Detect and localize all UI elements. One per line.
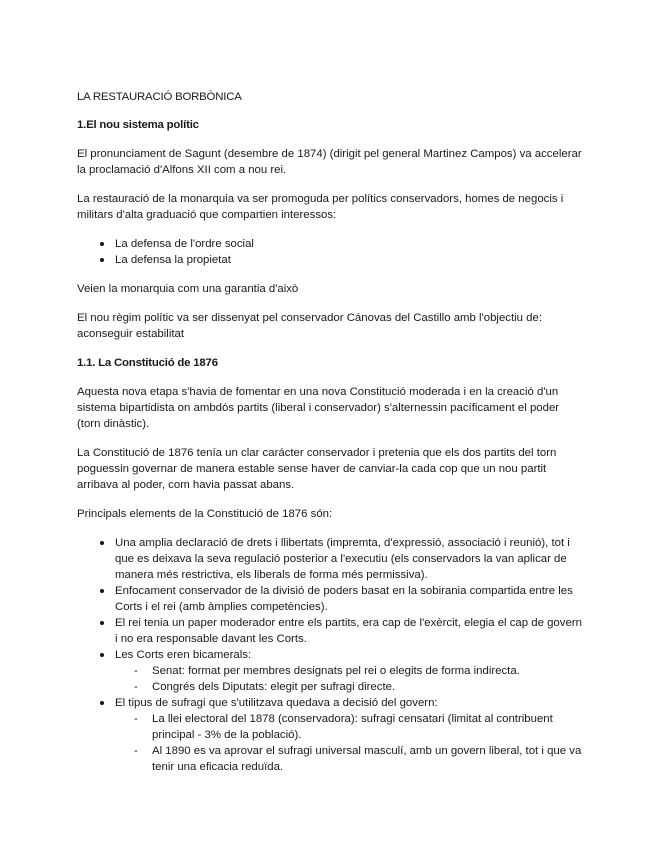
paragraph: El pronunciament de Sagunt (desembre de 1874) (dirigit pel general Martinez Campos) va accelerar la proclamació d'Alfons XII com a nou rei. <box>77 148 582 176</box>
document-page <box>77 89 582 788</box>
list-item: La defensa la propietat <box>77 252 582 268</box>
sublist-item: - Congrés dels Diputats: elegit per sufragi directe. <box>115 679 582 695</box>
sublist-item: - Al 1890 es va aprovar el sufragi universal masculí, amb un govern liberal, tot i que va tenir una eficacia reduïda. <box>115 743 582 775</box>
list-item <box>77 695 582 775</box>
section-heading-1-1: 1.1. La Constitució de 1876 <box>77 357 218 369</box>
paragraph: Veien la monarquia com una garantia d'això <box>77 283 299 295</box>
sublist <box>115 711 582 775</box>
sublist-item: - Senat: format per membres designats pel rei o elegits de forma indirecta. <box>115 663 582 679</box>
list-item-text: El tipus de sufragi que s'utilitzava quedava a decisió del govern: <box>115 697 438 709</box>
list-item-text: Les Corts eren bicamerals: <box>115 649 252 661</box>
sublist <box>115 663 582 695</box>
list-item <box>77 647 582 695</box>
list-item-text: Enfocament conservador de la divisió de poders basat en la sobirania compartida entre les Corts i el rei (amb àmplies competències). <box>115 585 573 613</box>
list-item <box>77 583 582 615</box>
list-item-text: El rei tenia un paper moderador entre els partits, era cap de l'exèrcit, elegia el cap de govern i no era responsable davant les Corts. <box>115 617 582 645</box>
sublist-item: - La llei electoral del 1878 (conservadora): sufragi censatari (limitat al contribuent principal - 3% de la població). <box>115 711 582 743</box>
paragraph: El nou règim polític va ser dissenyat pel conservador Cánovas del Castillo amb l'objectiu de: aconseguir estabilitat <box>77 312 542 340</box>
paragraph: Aquesta nova etapa s'havia de fomentar en una nova Constitució moderada i en la creació d'un sistema bipartidista on ambdós partits (liberal i conservador) s'alternessin pacíficament el poder (torn dinàstic). <box>77 386 560 430</box>
list-item <box>77 535 582 583</box>
section-heading-1: 1.El nou sistema polític <box>77 119 199 131</box>
list-item <box>77 615 582 647</box>
list-item-text: Una amplia declaració de drets i llibertats (impremta, d'expressió, associació i reunió), tot i que es deixava la seva regulació posterior a l'executiu (els conservadors la van aplicar de manera més restrictiva, els liberals de forma més permissiva). <box>115 537 570 581</box>
paragraph: La Constitució de 1876 tenía un clar carácter conservador i pretenia que els dos partits del torn poguessin governar de manera estable sense haver de canviar-la cada cop que un nou partit arribava al poder, com havia passat abans. <box>77 447 557 491</box>
document-title: LA RESTAURACIÓ BORBÒNICA <box>77 91 242 103</box>
paragraph: La restauració de la monarquia va ser promoguda per polítics conservadors, homes de negocis i militars d'alta graduació que compartien interessos: <box>77 193 564 221</box>
list-item: La defensa de l'ordre social <box>77 236 582 252</box>
interests-list <box>77 236 582 268</box>
constitution-elements-list <box>77 535 582 775</box>
paragraph: Principals elements de la Constitució de 1876 són: <box>77 508 333 520</box>
